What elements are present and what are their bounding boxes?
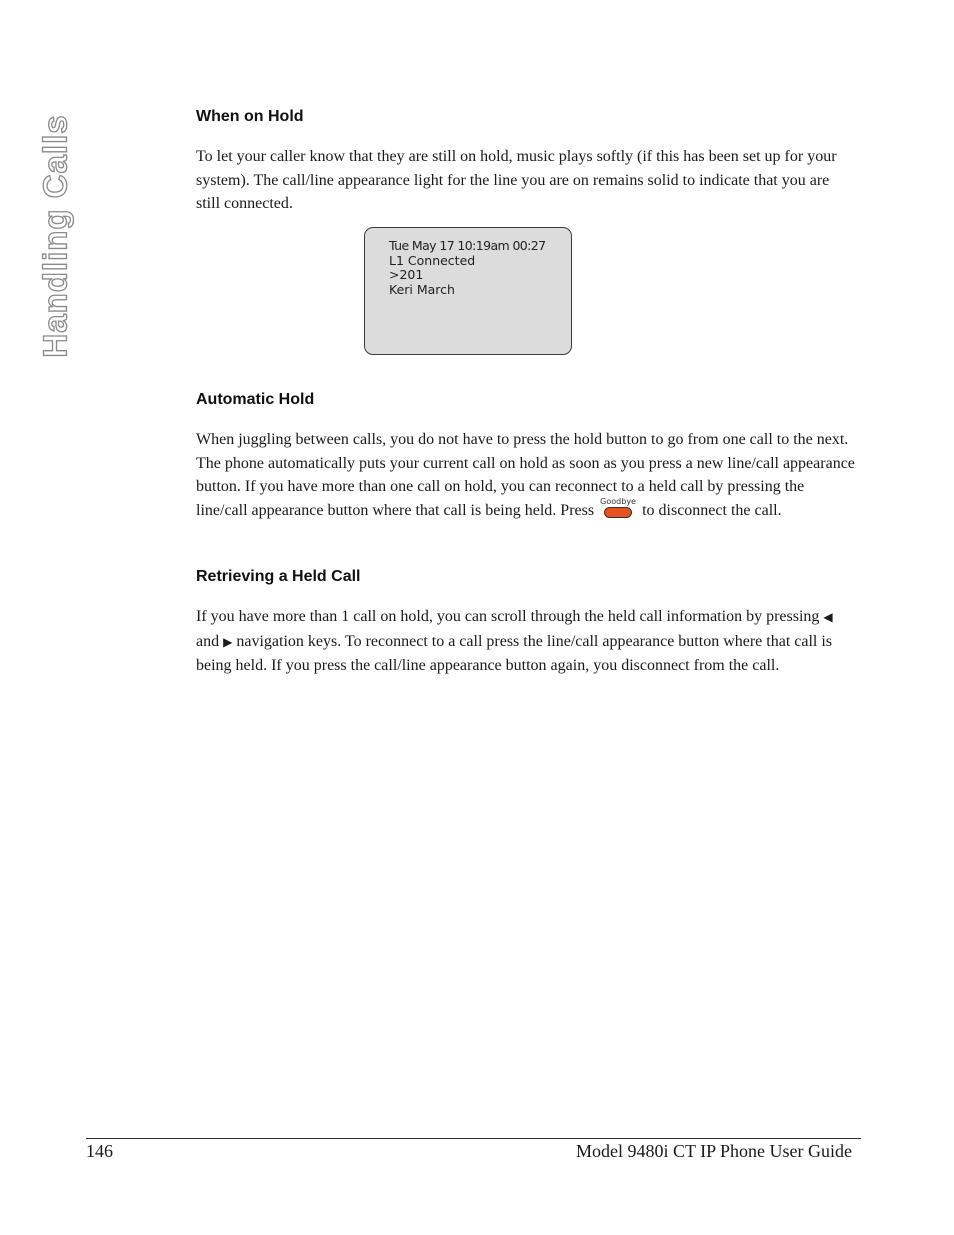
chapter-side-title (38, 108, 74, 364)
page-number: 146 (86, 1141, 113, 1161)
right-arrow-icon: ▶ (223, 634, 233, 649)
screen-date-time: Tue May 17 10:19am 00:27 (389, 238, 546, 253)
heading-automatic-hold: Automatic Hold (196, 391, 315, 408)
paragraph-automatic-hold-wrap (196, 428, 856, 522)
chapter-title-text: Handling Calls (37, 114, 75, 358)
phone-display-screen (364, 227, 572, 355)
heading-retrieving-held-call: Retrieving a Held Call (196, 568, 361, 585)
section-automatic-hold (196, 391, 856, 409)
section-retrieving-held-call (196, 568, 856, 586)
screen-line-status: L1 Connected (389, 252, 476, 268)
paragraph-retrieving-part1: If you have more than 1 call on hold, you can scroll through the held call information by pressing (196, 608, 820, 625)
goodbye-key-icon (600, 496, 636, 521)
paragraph-retrieving-and: and (196, 632, 220, 650)
screen-extension: >201 (389, 267, 424, 282)
paragraph-retrieving-part2: navigation keys. To reconnect to a call press the line/call appearance button where that call is being held. If you press the call/line appearance button again, you disconnect from the call. (196, 632, 833, 674)
footer-guide-title: Model 9480i CT IP Phone User Guide (576, 1141, 852, 1161)
paragraph-when-on-hold-wrap (196, 145, 856, 216)
footer-divider (86, 1138, 861, 1139)
paragraph-automatic-hold (196, 428, 856, 522)
paragraph-automatic-hold-before: When juggling between calls, you do not have to press the hold button to go from one call to the next. The phone automatically puts your current call on hold as soon as you press a new line/call appearance button. If you have more than one call on hold, you can reconnect to a held call by pressing the line/call appearance button where that call is being held. Press (196, 431, 855, 519)
paragraph-automatic-hold-after: to disconnect the call. (642, 501, 782, 519)
heading-when-on-hold: When on Hold (196, 108, 304, 125)
goodbye-key-body (604, 507, 632, 518)
goodbye-key-label: Goodbye (600, 496, 636, 506)
section-when-on-hold (196, 108, 856, 126)
left-arrow-icon: ◀ (823, 610, 833, 624)
paragraph-when-on-hold: To let your caller know that they are still on hold, music plays softly (if this has been set up for your system). The call/line appearance light for the line you are on remains solid to indicate that you are still connected. (196, 148, 837, 212)
paragraph-retrieving-wrap (196, 605, 856, 678)
screen-caller-name: Keri March (389, 281, 455, 297)
paragraph-retrieving-held-call (196, 605, 856, 678)
